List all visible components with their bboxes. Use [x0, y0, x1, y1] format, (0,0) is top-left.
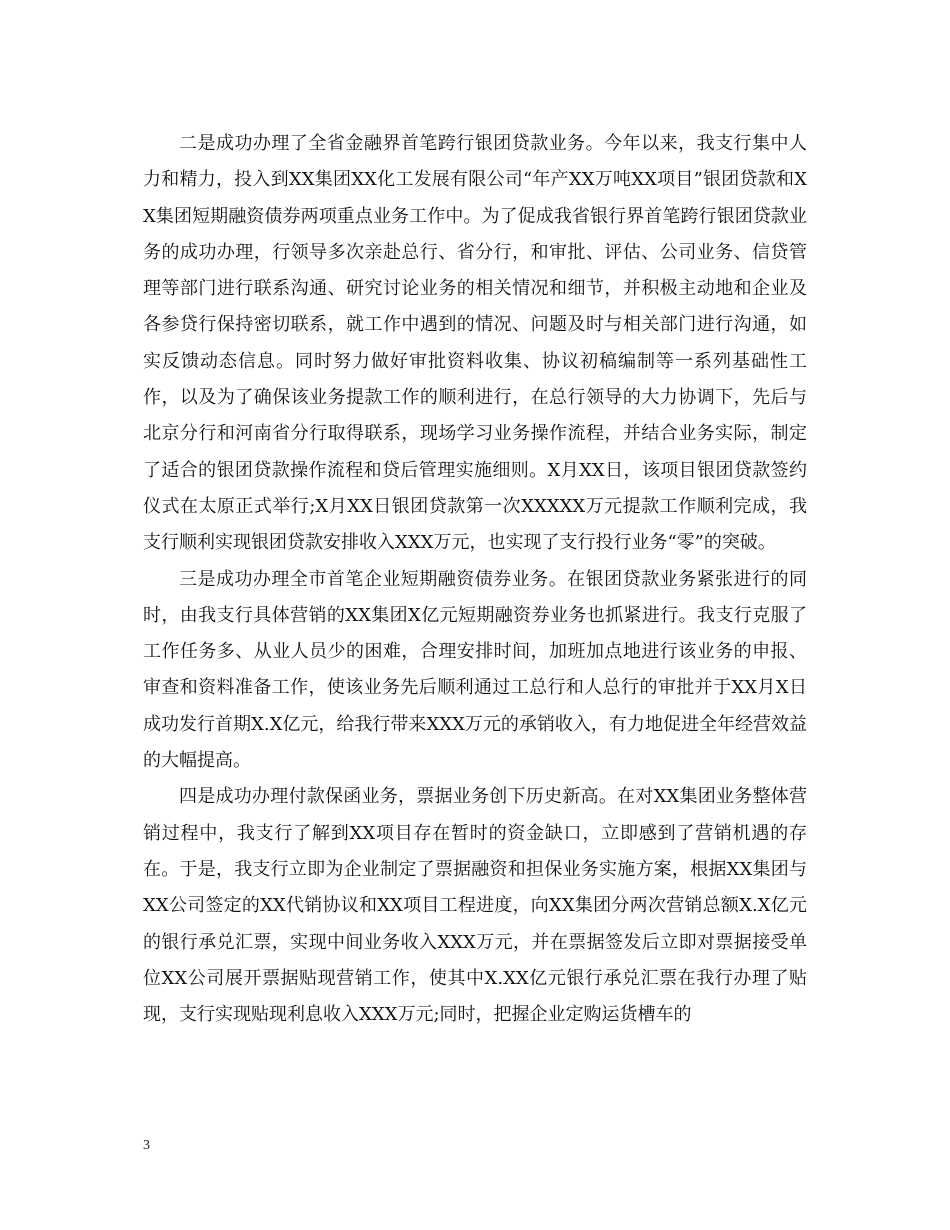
document-body	[143, 126, 807, 1033]
paragraph-syndicated-loan: 二是成功办理了全省金融界首笔跨行银团贷款业务。今年以来，我支行集中人力和精力，投入到XX集团XX化工发展有限公司“年产XX万吨XX项目”银团贷款和XX集团短期融资债券两项重点业务工作中。为了促成我省银行界首笔跨行银团贷款业务的成功办理，行领导多次亲赴总行、省分行，和审批、评估、公司业务、信贷管理等部门进行联系沟通、研究讨论业务的相关情况和细节，并积极主动地和企业及各参贷行保持密切联系，就工作中遇到的情况、问题及时与相关部门进行沟通，如实反馈动态信息。同时努力做好审批资料收集、协议初稿编制等一系列基础性工作，以及为了确保该业务提款工作的顺利进行，在总行领导的大力协调下，先后与北京分行和河南省分行取得联系，现场学习业务操作流程，并结合业务实际，制定了适合的银团贷款操作流程和贷后管理实施细则。X月XX日，该项目银团贷款签约仪式在太原正式举行;X月XX日银团贷款第一次XXXXX万元提款工作顺利完成，我支行顺利实现银团贷款安排收入XXX万元，也实现了支行投行业务“零”的突破。	[143, 133, 807, 554]
paragraph-short-term-bond: 三是成功办理全市首笔企业短期融资债券业务。在银团贷款业务紧张进行的同时，由我支行具体营销的XX集团X亿元短期融资券业务也抓紧进行。我支行克服了工作任务多、从业人员少的困难，合理安排时间，加班加点地进行该业务的申报、审查和资料准备工作，使该业务先后顺利通过工总行和人总行的审批并于XX月X日成功发行首期X.X亿元，给我行带来XXX万元的承销收入，有力地促进全年经营效益的大幅提高。	[143, 568, 807, 772]
page-number: 3	[143, 1138, 150, 1153]
paragraph-payment-guarantee: 四是成功办理付款保函业务，票据业务创下历史新高。在对XX集团业务整体营销过程中，我支行了解到XX项目存在暂时的资金缺口，立即感到了营销机遇的存在。于是，我支行立即为企业制定了票据融资和担保业务实施方案，根据XX集团与XX公司签定的XX代销协议和XX项目工程进度，向XX集团分两次营销总额X.X亿元的银行承兑汇票，实现中间业务收入XXX万元，并在票据签发后立即对票据接受单位XX公司展开票据贴现营销工作，使其中X.XX亿元银行承兑汇票在我行办理了贴现，支行实现贴现利息收入XXX万元;同时，把握企业定购运货槽车的	[143, 786, 807, 1026]
